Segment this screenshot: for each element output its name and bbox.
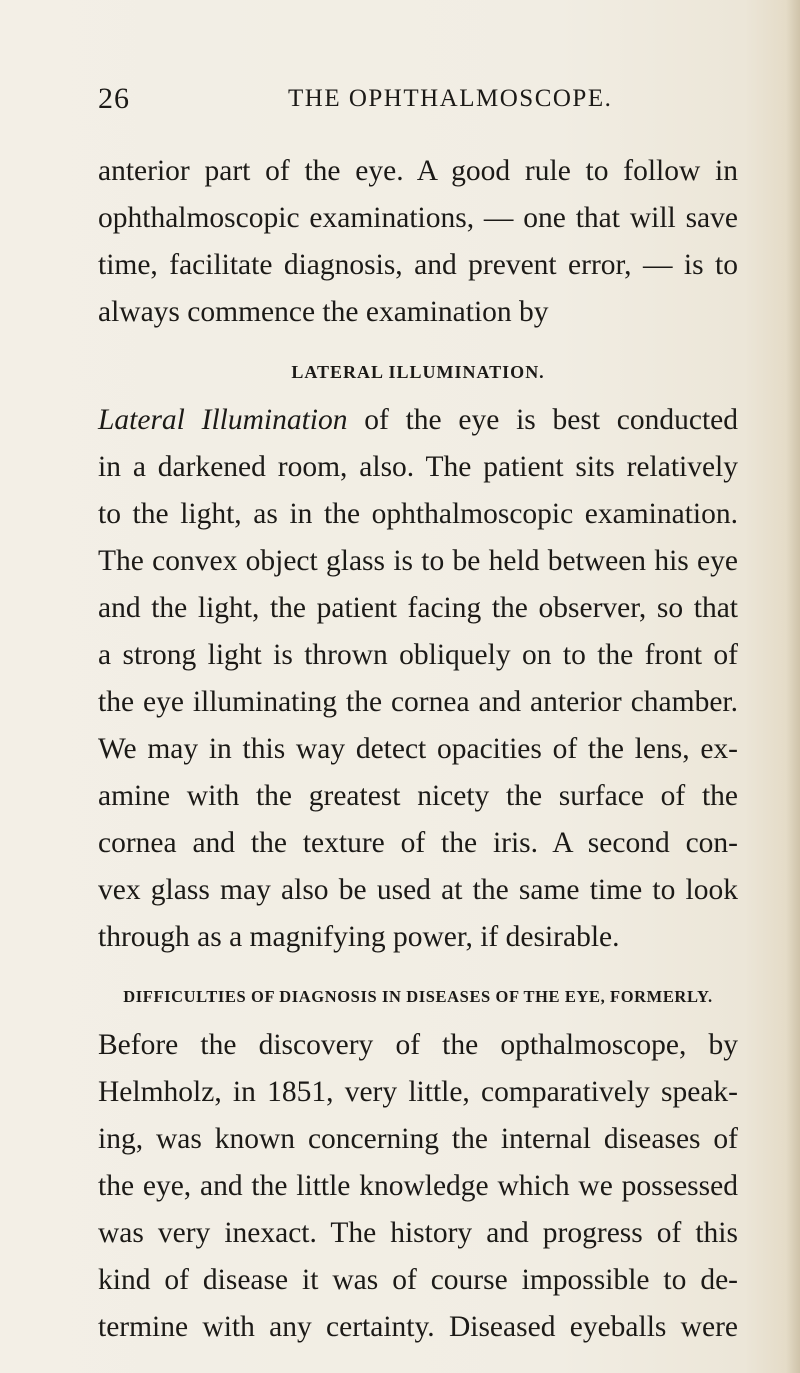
text-line: amine with the greatest nicety the surface of the	[98, 780, 738, 812]
text-line: Before the discovery of the opthalmoscope, by	[98, 1029, 738, 1061]
text-line: a strong light is thrown obliquely on to the front of	[98, 639, 738, 671]
text-line: to the light, as in the ophthalmoscopic examination.	[98, 498, 738, 530]
text-line: vex glass may also be used at the same time to look	[98, 874, 738, 906]
text-line: cornea and the texture of the iris. A second con-	[98, 827, 738, 859]
section-heading: LATERAL ILLUMINATION.	[291, 362, 545, 382]
text-line: was very inexact. The history and progress of this	[98, 1217, 738, 1249]
text-line: the eye illuminating the cornea and anterior chamber.	[98, 686, 738, 718]
running-title: THE OPHTHALMOSCOPE.	[288, 85, 613, 112]
page-number: 26	[98, 82, 130, 115]
text-line: termine with any certainty. Diseased eyeballs were	[98, 1311, 738, 1343]
text-line: We may in this way detect opacities of the lens, ex-	[98, 733, 738, 765]
text-line: the eye, and the little knowledge which we possessed	[98, 1170, 738, 1202]
text-line: in a darkened room, also. The patient sits relatively	[98, 451, 738, 483]
text-line: anterior part of the eye. A good rule to follow in	[98, 155, 738, 187]
text-line: always commence the examination by	[98, 296, 549, 328]
section-heading: DIFFICULTIES OF DIAGNOSIS IN DISEASES OF THE EYE, FORMERLY.	[123, 987, 713, 1006]
italic-term: Lateral Illumination	[98, 404, 348, 436]
running-head	[98, 82, 718, 122]
text-run: of the eye is best conducted	[347, 404, 738, 436]
page-edge-shadow	[786, 0, 800, 1373]
text-line: through as a magnifying power, if desirable.	[98, 921, 620, 953]
text-line: The convex object glass is to be held between his eye	[98, 545, 738, 577]
text-line: kind of disease it was of course impossible to de-	[98, 1264, 738, 1296]
text-line-first	[98, 401, 738, 439]
text-line: Helmholz, in 1851, very little, comparatively speak-	[98, 1076, 738, 1108]
text-line: time, facilitate diagnosis, and prevent error, — is to	[98, 249, 738, 281]
text-line: ophthalmoscopic examinations, — one that will save	[98, 202, 738, 234]
text-line: and the light, the patient facing the observer, so that	[98, 592, 738, 624]
text-line: ing, was known concerning the internal diseases of	[98, 1123, 738, 1155]
